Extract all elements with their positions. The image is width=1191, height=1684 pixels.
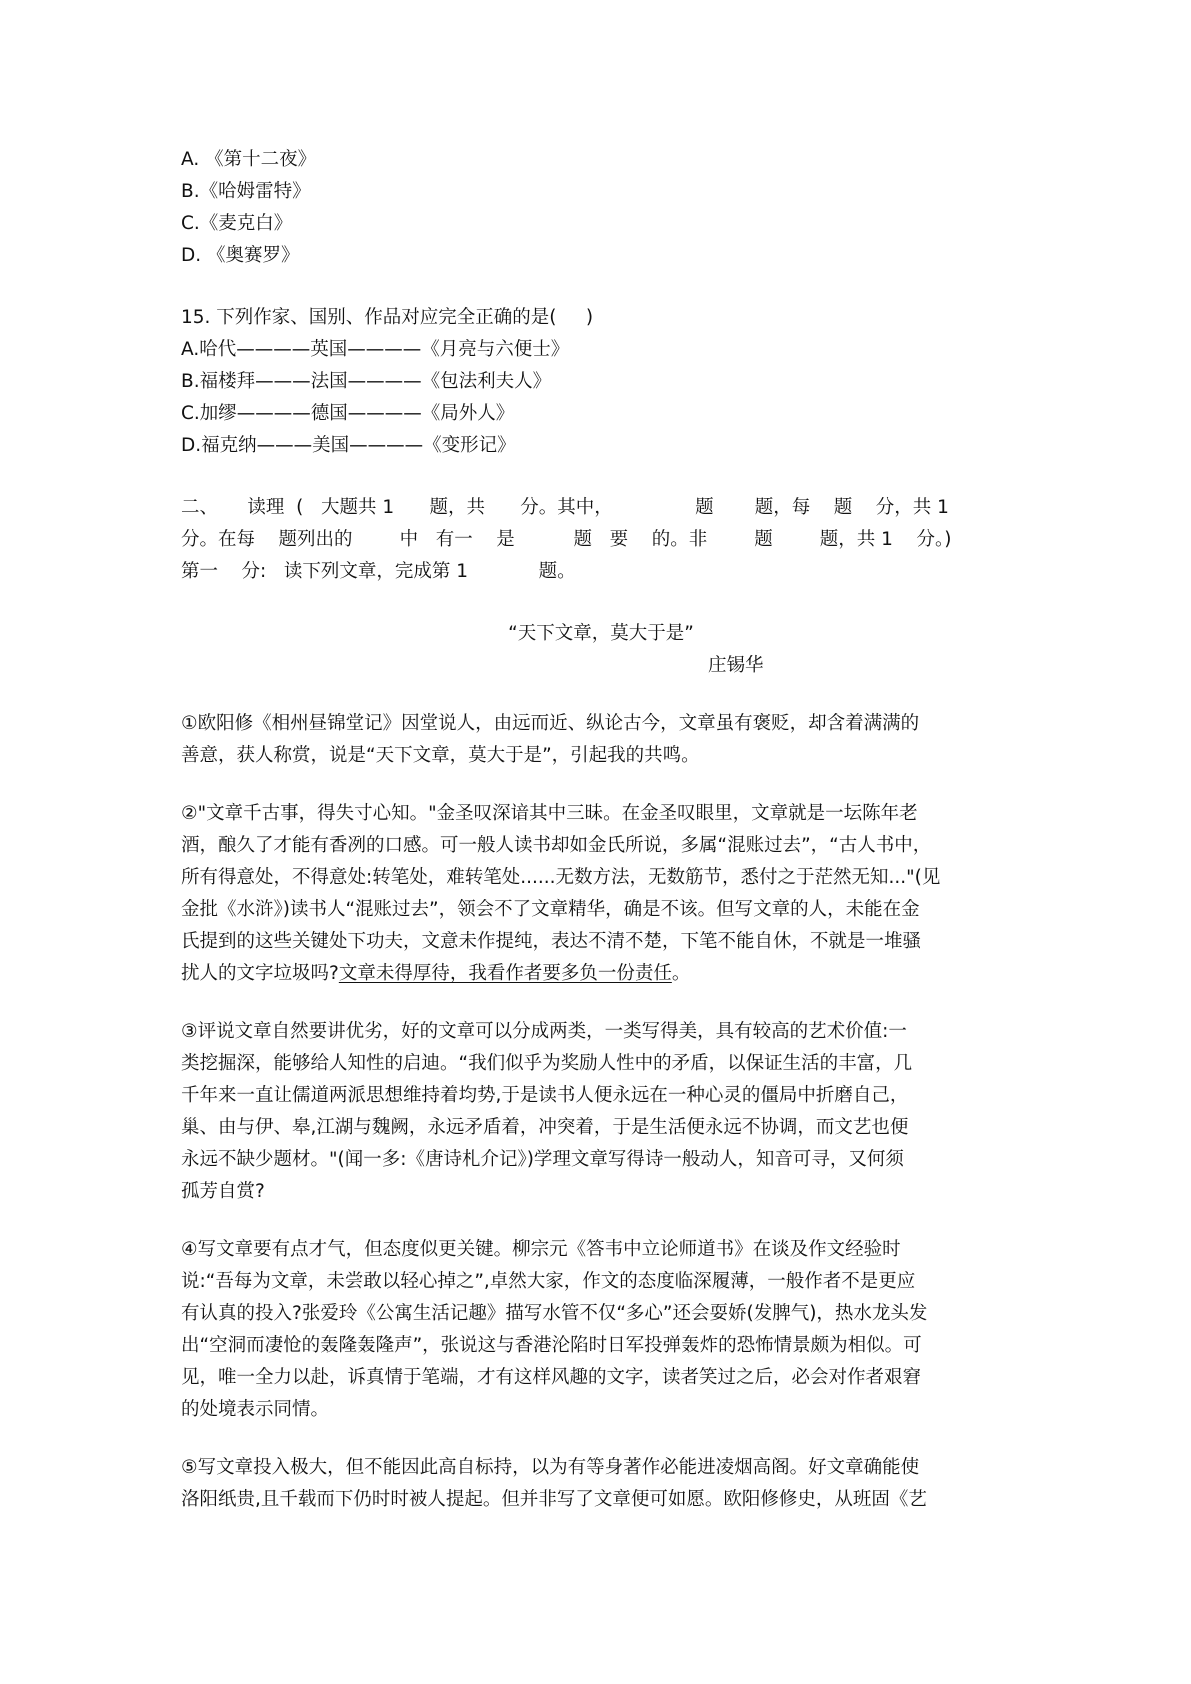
text-line: 巢、由与伊、皋,江湖与魏阙，永远矛盾着，冲突着，于是生活便永远不协调，而文艺也便 bbox=[181, 1117, 909, 1138]
paragraph-1 bbox=[181, 708, 1021, 772]
paragraph-4 bbox=[181, 1234, 1021, 1426]
text-line: 金批《水浒》)读书人“混账过去”，领会不了文章精华，确是不该。但写文章的人，未能在金 bbox=[181, 899, 920, 920]
option-a: A.哈代————英国————《月亮与六便士》 bbox=[181, 339, 570, 360]
document-page bbox=[181, 144, 1021, 1516]
text-span: 。 bbox=[671, 963, 691, 984]
text-line: ⑤写文章投入极大，但不能因此高自标持，以为有等身著作必能进凌烟高阁。好文章确能使 bbox=[181, 1457, 920, 1478]
section-line: 二、 读理 ( 大题共 1 题，共 分。其中， 题 题，每 题 分，共 1 bbox=[181, 497, 949, 518]
text-line: 善意，获人称赏，说是“天下文章，莫大于是”，引起我的共鸣。 bbox=[181, 745, 700, 766]
option-d: D. 《奥赛罗》 bbox=[181, 245, 300, 266]
article-author: 庄锡华 bbox=[708, 655, 764, 676]
paragraph-5 bbox=[181, 1452, 1021, 1516]
paragraph-2 bbox=[181, 798, 1021, 990]
option-b: B.福楼拜———法国————《包法利夫人》 bbox=[181, 371, 552, 392]
option-d: D.福克纳———美国————《变形记》 bbox=[181, 435, 516, 456]
paragraph-3 bbox=[181, 1016, 1021, 1208]
question-15 bbox=[181, 302, 1021, 462]
text-line: 有认真的投入?张爱玲《公寓生活记趣》描写水管不仅“多心”还会耍娇(发脾气)，热水龙头发 bbox=[181, 1303, 928, 1324]
underlined-sentence: 文章未得厚待，我看作者要多负一份责任 bbox=[338, 963, 672, 984]
option-a: A. 《第十二夜》 bbox=[181, 149, 317, 170]
text-line: 见，唯一全力以赴，诉真情于笔端，才有这样风趣的文字，读者笑过之后，必会对作者艰窘 bbox=[181, 1367, 922, 1388]
q14-options bbox=[181, 144, 1021, 272]
text-line: ③评说文章自然要讲优劣，好的文章可以分成两类，一类写得美，具有较高的艺术价值:一 bbox=[181, 1021, 907, 1042]
text-span: 扰人的文字垃圾吗? bbox=[181, 963, 339, 984]
text-line: 洛阳纸贵,且千载而下仍时时被人提起。但并非写了文章便可如愿。欧阳修修史，从班固《艺 bbox=[181, 1489, 927, 1510]
option-c: C.《麦克白》 bbox=[181, 213, 293, 234]
text-line: 类挖掘深，能够给人知性的启迪。“我们似乎为奖励人性中的矛盾，以保证生活的丰富，几 bbox=[181, 1053, 913, 1074]
text-line: ④写文章要有点才气，但态度似更关键。柳宗元《答韦中立论师道书》在谈及作文经验时 bbox=[181, 1239, 901, 1260]
section-line: 第一 分: 读下列文章，完成第 1 题。 bbox=[181, 561, 576, 582]
option-b: B.《哈姆雷特》 bbox=[181, 181, 311, 202]
text-line: 说:“吾每为文章，未尝敢以轻心掉之”,卓然大家，作文的态度临深履薄，一般作者不是更应 bbox=[181, 1271, 916, 1292]
section-2-instructions bbox=[181, 492, 1021, 588]
text-line: 的处境表示同情。 bbox=[181, 1399, 330, 1420]
text-line: 孤芳自赏? bbox=[181, 1181, 265, 1202]
question-stem: 15. 下列作家、国别、作品对应完全正确的是( ) bbox=[181, 307, 594, 328]
text-line: ②"文章千古事，得失寸心知。"金圣叹深谙其中三昧。在金圣叹眼里，文章就是一坛陈年老 bbox=[181, 803, 918, 824]
article-title: “天下文章，莫大于是” bbox=[508, 623, 694, 644]
text-line: 永远不缺少题材。"(闻一多:《唐诗札介记》)学理文章写得诗一般动人，知音可寻，又何须 bbox=[181, 1149, 904, 1170]
option-c: C.加缪————德国————《局外人》 bbox=[181, 403, 515, 424]
text-line: 酒，酿久了才能有香冽的口感。可一般人读书却如金氏所说，多属“混账过去”，“古人书中， bbox=[181, 835, 932, 856]
text-line: 所有得意处，不得意处:转笔处，难转笔处......无数方法，无数筋节，悉付之于茫然无知..."(见 bbox=[181, 867, 941, 888]
text-line bbox=[181, 958, 1021, 990]
text-line: ①欧阳修《相州昼锦堂记》因堂说人，由远而近、纵论古今，文章虽有褒贬，却含着满满的 bbox=[181, 713, 920, 734]
section-line: 分。在每 题列出的 中 有一 是 题 要 的。非 题 题，共 1 分。) bbox=[181, 529, 952, 550]
text-line: 出“空洞而凄怆的轰隆轰隆声”，张说这与香港沦陷时日军投弹轰炸的恐怖情景颇为相似。可 bbox=[181, 1335, 922, 1356]
text-line: 氏提到的这些关键处下功夫，文意未作提纯，表达不清不楚，下笔不能自休，不就是一堆骚 bbox=[181, 931, 922, 952]
text-line: 千年来一直让儒道两派思想维持着均势,于是读书人便永远在一种心灵的僵局中折磨自己， bbox=[181, 1085, 909, 1106]
